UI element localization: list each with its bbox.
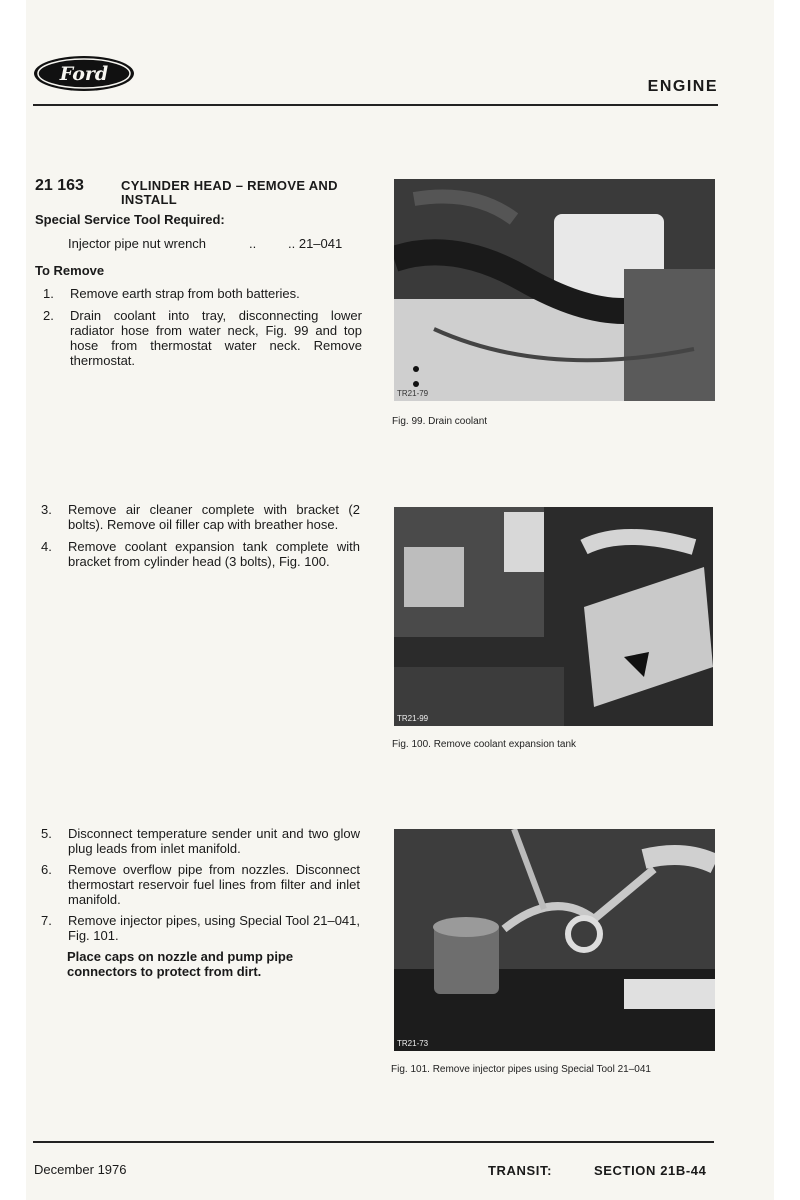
- figure-code: TR21-79: [397, 389, 429, 398]
- step-number: 5.: [41, 826, 52, 841]
- step-text: Remove earth strap from both batteries.: [70, 286, 300, 301]
- footer-section: SECTION 21B-44: [594, 1163, 707, 1178]
- ford-logo: [33, 55, 135, 92]
- to-remove-heading: To Remove: [35, 263, 105, 278]
- figure-99-photo: [394, 179, 715, 401]
- section-title: ENGINE: [647, 78, 718, 95]
- footer-model: TRANSIT:: [488, 1163, 553, 1178]
- procedure-number: 21 163: [35, 177, 84, 194]
- step-text: Remove coolant expansion tank complete with bracket from cylinder head (3 bolts), Fig. 100.: [68, 539, 360, 569]
- figure-code: TR21-73: [397, 1039, 429, 1048]
- tool-name: Injector pipe nut wrench: [68, 236, 207, 251]
- step-number: 3.: [41, 502, 52, 517]
- header-divider: [33, 104, 718, 106]
- procedure-title: CYLINDER HEAD – REMOVE AND INSTALL: [121, 178, 338, 207]
- tool-number: .. 21–041: [288, 236, 343, 251]
- step-text: Remove injector pipes, using Special Tool 21–041, Fig. 101.: [68, 913, 360, 943]
- step-number: 6.: [41, 862, 52, 877]
- step-number: 4.: [41, 539, 52, 554]
- figure-99-caption: Fig. 99. Drain coolant: [392, 416, 488, 427]
- figure-100-photo: [394, 507, 713, 726]
- step-text: Disconnect temperature sender unit and two glow plug leads from inlet manifold.: [68, 826, 360, 856]
- step-text: Remove overflow pipe from nozzles. Disconnect thermostart reservoir fuel lines from filter and inlet manifold.: [68, 862, 360, 907]
- step-number: 2.: [43, 308, 54, 323]
- special-tool-heading: Special Service Tool Required:: [35, 212, 225, 227]
- figure-101-photo: [394, 829, 715, 1051]
- tool-leader: ..: [249, 236, 257, 251]
- tool-row: [68, 236, 364, 251]
- step-text: Remove air cleaner complete with bracket (2 bolts). Remove oil filler cap with breather hose.: [68, 502, 360, 532]
- step-text: Drain coolant into tray, disconnecting lower radiator hose from water neck, Fig. 99 and top hose from thermostat water neck. Remove thermostat.: [70, 308, 362, 368]
- ford-logo-text: Ford: [59, 63, 109, 85]
- caution-note: Place caps on nozzle and pump pipe connectors to protect from dirt.: [67, 949, 294, 979]
- footer-divider: [33, 1141, 714, 1143]
- step-number: 1.: [43, 286, 54, 301]
- step-number: 7.: [41, 913, 52, 928]
- figure-100-caption: Fig. 100. Remove coolant expansion tank: [392, 739, 576, 750]
- footer-date: December 1976: [34, 1162, 127, 1177]
- figure-101-caption: Fig. 101. Remove injector pipes using Special Tool 21–041: [391, 1064, 651, 1075]
- figure-code: TR21-99: [397, 714, 429, 723]
